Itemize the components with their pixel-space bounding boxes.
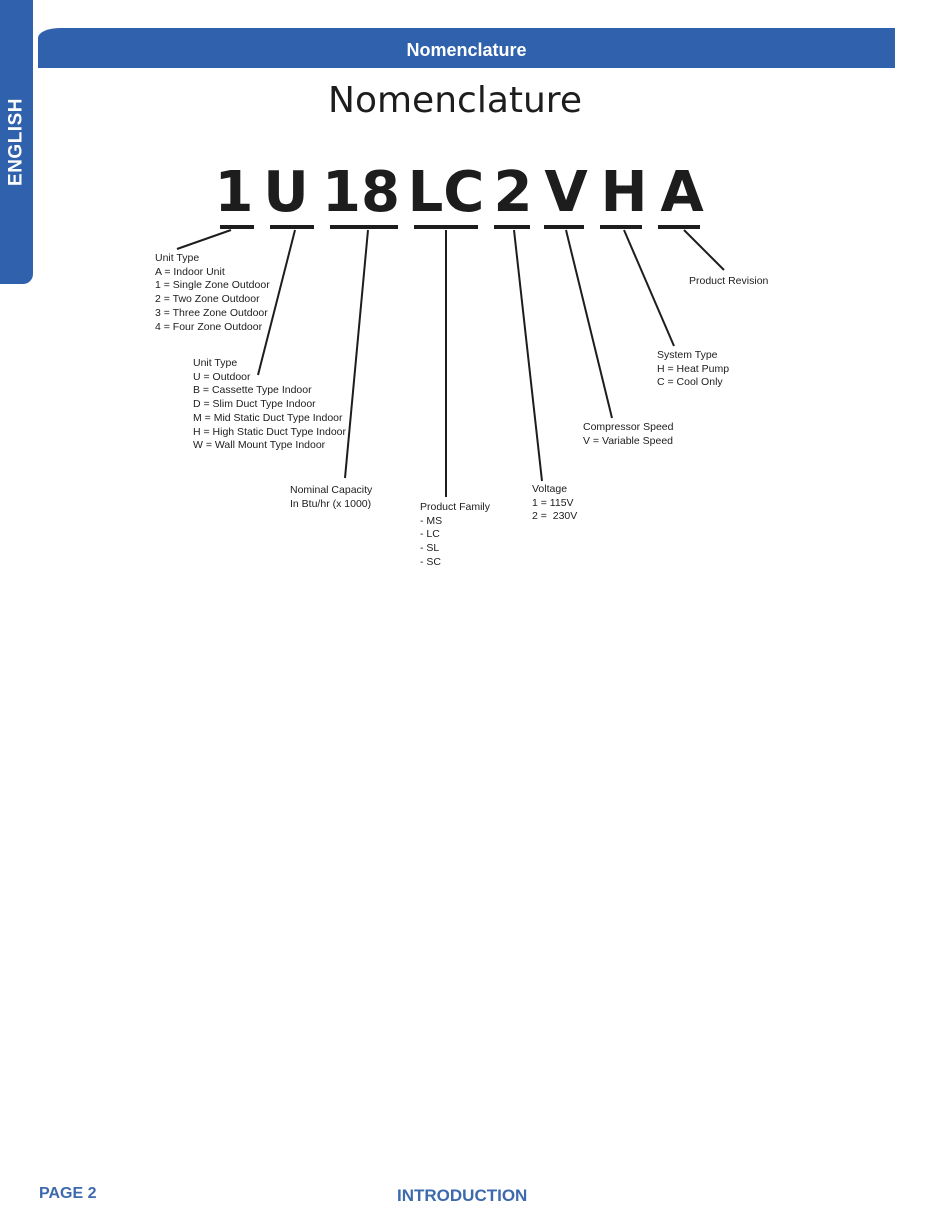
leader-line-7 [624, 230, 674, 346]
desc-system-type [657, 349, 729, 390]
desc-unit-type [193, 357, 346, 453]
code-segment-1: 1 [214, 160, 254, 225]
code-segment-6: V [544, 160, 588, 225]
desc-line: V = Variable Speed [583, 434, 673, 447]
desc-line: W = Wall Mount Type Indoor [193, 439, 326, 452]
desc-voltage [532, 483, 577, 524]
desc-line: 2 = Two Zone Outdoor [155, 293, 260, 306]
desc-line: A = Indoor Unit [155, 265, 225, 278]
desc-title: Product Revision [689, 275, 769, 287]
desc-title: Nominal Capacity [290, 484, 373, 496]
desc-compressor-speed [583, 421, 673, 448]
section-header-title: Nomenclature [406, 40, 527, 60]
code-segment-4: LC [407, 160, 485, 225]
leader-line-6 [566, 230, 612, 418]
desc-line: C = Cool Only [657, 376, 723, 389]
desc-line: In Btu/hr (x 1000) [290, 497, 372, 510]
footer-section-name: INTRODUCTION [397, 1186, 528, 1205]
language-label: ENGLISH [5, 98, 27, 186]
desc-nominal-capacity [290, 484, 372, 511]
desc-product-family [420, 501, 490, 570]
desc-line: D = Slim Duct Type Indoor [193, 398, 316, 411]
desc-line: - SL [420, 542, 440, 555]
page-title: Nomenclature [328, 80, 582, 121]
code-segment-7: H [600, 160, 648, 225]
desc-title: Unit Type [155, 252, 200, 264]
desc-title: System Type [657, 349, 718, 361]
desc-line: - SC [420, 555, 441, 568]
code-segment-3: 18 [322, 160, 400, 225]
desc-line: 2 = 230V [532, 510, 578, 523]
desc-line: H = Heat Pump [657, 362, 730, 375]
desc-line: - LC [420, 528, 440, 541]
desc-title: Compressor Speed [583, 421, 674, 433]
desc-line: M = Mid Static Duct Type Indoor [193, 411, 343, 424]
code-segment-2: U [263, 160, 309, 225]
desc-title: Voltage [532, 483, 568, 495]
leader-line-1 [177, 230, 231, 249]
footer-page-number: PAGE 2 [39, 1185, 97, 1202]
desc-line: B = Cassette Type Indoor [193, 384, 312, 397]
desc-line: H = High Static Duct Type Indoor [193, 425, 347, 438]
desc-title: Unit Type [193, 357, 238, 369]
desc-title: Product Family [420, 501, 491, 513]
leader-line-5 [514, 230, 542, 481]
desc-indoor-outdoor-type [155, 252, 270, 334]
desc-product-revision [689, 275, 768, 289]
leader-line-8 [684, 230, 724, 270]
desc-line: 1 = 115V [532, 496, 574, 509]
desc-line: U = Outdoor [193, 370, 251, 383]
code-segment-5: 2 [493, 160, 533, 225]
desc-line: 1 = Single Zone Outdoor [155, 279, 270, 292]
desc-line: 4 = Four Zone Outdoor [155, 320, 263, 333]
desc-line: - MS [420, 514, 443, 527]
leader-line-3 [345, 230, 368, 478]
code-segment-8: A [660, 160, 704, 225]
desc-line: 3 = Three Zone Outdoor [155, 306, 268, 319]
